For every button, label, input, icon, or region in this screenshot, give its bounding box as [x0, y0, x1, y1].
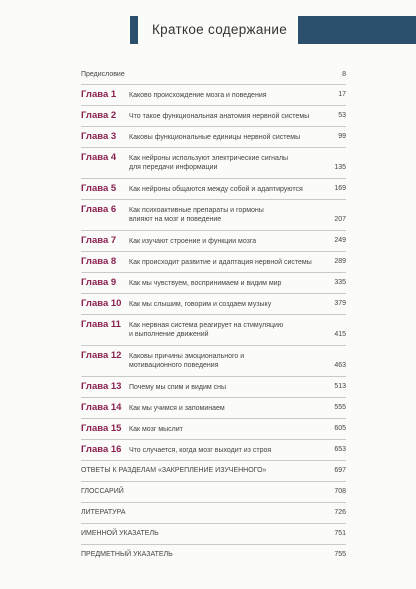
chapter-page: 653 [334, 446, 346, 453]
chapter-title: Как психоактивные препараты и гормоны влияют на мозг и поведение [129, 207, 264, 223]
chapter-title: Как нейроны общаются между собой и адаптируются [129, 186, 303, 193]
chapter-label: Глава 9 [81, 277, 117, 288]
toc-entry-chapter-14[interactable] [81, 397, 346, 418]
chapter-page: 17 [338, 91, 346, 98]
toc-entry-name-index[interactable] [81, 523, 346, 544]
chapter-label: Глава 11 [81, 319, 121, 330]
toc-entry-chapter-12[interactable] [81, 345, 346, 376]
toc-entry-chapter-13[interactable] [81, 376, 346, 397]
chapter-page: 249 [334, 237, 346, 244]
chapter-page: 555 [334, 404, 346, 411]
chapter-label: Глава 5 [81, 183, 117, 194]
chapter-title: Каковы функциональные единицы нервной системы [129, 134, 301, 141]
chapter-page: 169 [334, 185, 346, 192]
chapter-title: Как нейроны используют электрические сигналы для передачи информации [129, 155, 289, 171]
page-title: Краткое содержание [138, 16, 298, 44]
chapter-title: Как изучают строение и функции мозга [129, 238, 257, 245]
entry-page: 8 [342, 71, 346, 78]
chapter-title: Как происходит развитие и адаптация нервной системы [129, 259, 312, 266]
toc-entry-chapter-9[interactable] [81, 272, 346, 293]
toc-entry-chapter-5[interactable] [81, 178, 346, 199]
toc-entry-subject-index[interactable] [81, 544, 346, 565]
chapter-label: Глава 16 [81, 444, 122, 455]
chapter-page: 513 [334, 383, 346, 390]
chapter-label: Глава 3 [81, 131, 117, 142]
toc-entry-chapter-3[interactable] [81, 126, 346, 147]
chapter-page: 289 [334, 258, 346, 265]
toc-entry-glossary[interactable] [81, 481, 346, 502]
toc-entry-chapter-1[interactable] [81, 84, 346, 105]
entry-label: ОТВЕТЫ К РАЗДЕЛАМ «ЗАКРЕПЛЕНИЕ ИЗУЧЕННОГО» [81, 467, 267, 474]
chapter-label: Глава 4 [81, 152, 117, 163]
toc-entry-chapter-16[interactable] [81, 439, 346, 460]
chapter-label: Глава 14 [81, 402, 122, 413]
chapter-page: 463 [334, 362, 346, 369]
entry-page: 755 [334, 551, 346, 558]
toc-entry-answers[interactable] [81, 460, 346, 481]
chapter-page: 379 [334, 300, 346, 307]
chapter-label: Глава 13 [81, 381, 122, 392]
chapter-title: Каково происхождение мозга и поведения [129, 92, 267, 99]
chapter-page: 335 [334, 279, 346, 286]
toc-entry-chapter-8[interactable] [81, 251, 346, 272]
toc-entry-chapter-4[interactable] [81, 147, 346, 178]
chapter-page: 207 [334, 216, 346, 223]
entry-page: 697 [334, 467, 346, 474]
chapter-page: 99 [338, 133, 346, 140]
chapter-title: Как мозг мыслит [129, 426, 183, 433]
entry-label: ГЛОССАРИЙ [81, 488, 124, 495]
entry-page: 726 [334, 509, 346, 516]
chapter-label: Глава 10 [81, 298, 122, 309]
toc-entry-chapter-11[interactable] [81, 314, 346, 345]
chapter-label: Глава 12 [81, 350, 122, 361]
entry-label: ИМЕННОЙ УКАЗАТЕЛЬ [81, 530, 159, 537]
chapter-label: Глава 6 [81, 204, 117, 215]
toc-entry-chapter-7[interactable] [81, 230, 346, 251]
chapter-label: Глава 8 [81, 256, 117, 267]
chapter-title: Почему мы спим и видим сны [129, 384, 227, 391]
chapter-title: Как мы слышим, говорим и создаем музыку [129, 301, 272, 308]
chapter-title: Как мы чувствуем, воспринимаем и видим мир [129, 280, 282, 287]
toc-entry-chapter-6[interactable] [81, 199, 346, 230]
toc-entry-chapter-10[interactable] [81, 293, 346, 314]
entry-label: ЛИТЕРАТУРА [81, 509, 126, 516]
entry-label: ПРЕДМЕТНЫЙ УКАЗАТЕЛЬ [81, 551, 173, 558]
chapter-page: 605 [334, 425, 346, 432]
chapter-label: Глава 15 [81, 423, 122, 434]
chapter-title: Как мы учимся и запоминаем [129, 405, 225, 412]
entry-label: Предисловие [81, 71, 125, 78]
entry-page: 708 [334, 488, 346, 495]
entry-page: 751 [334, 530, 346, 537]
toc-entry-literature[interactable] [81, 502, 346, 523]
chapter-label: Глава 2 [81, 110, 117, 121]
chapter-title: Каковы причины эмоционального и мотивационного поведения [129, 353, 245, 369]
chapter-page: 415 [334, 331, 346, 338]
chapter-title: Что такое функциональная анатомия нервной системы [129, 113, 310, 120]
chapter-page: 53 [338, 112, 346, 119]
chapter-title: Как нервная система реагирует на стимуляцию и выполнение движений [129, 322, 284, 338]
chapter-title: Что случается, когда мозг выходит из строя [129, 447, 272, 454]
toc-entry-preface[interactable] [81, 69, 346, 83]
toc-entry-chapter-15[interactable] [81, 418, 346, 439]
toc-entry-chapter-2[interactable] [81, 105, 346, 126]
chapter-label: Глава 7 [81, 235, 117, 246]
chapter-label: Глава 1 [81, 89, 117, 100]
chapter-page: 135 [334, 164, 346, 171]
